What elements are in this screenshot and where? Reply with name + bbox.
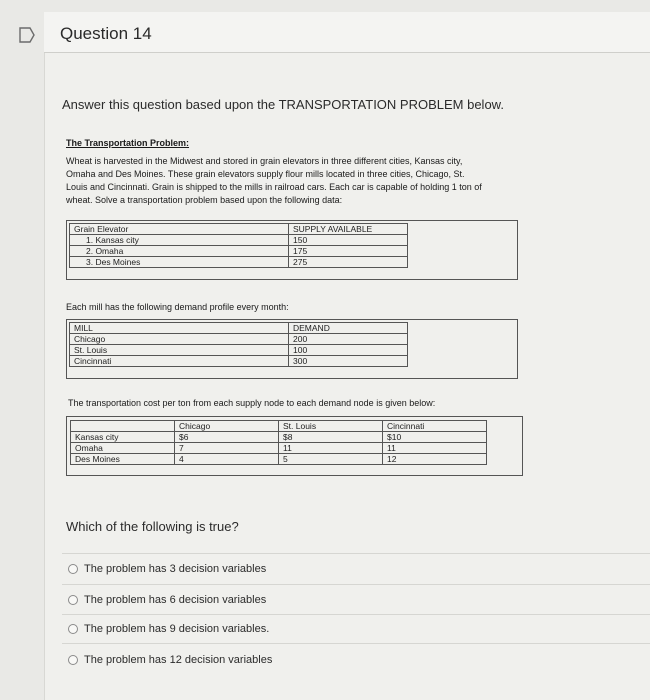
answer-option-3[interactable] xyxy=(68,623,269,635)
table-cell: 11 xyxy=(383,443,487,454)
table-cell: $6 xyxy=(175,432,279,443)
table-header-cell: Cincinnati xyxy=(383,421,487,432)
table-cell: 2. Omaha xyxy=(70,246,289,257)
radio-button-icon[interactable] xyxy=(68,595,78,605)
table-row xyxy=(71,432,487,443)
table-row xyxy=(70,257,408,268)
table-cell: Omaha xyxy=(71,443,175,454)
divider xyxy=(62,643,650,644)
table-cell: 100 xyxy=(289,345,408,356)
option-label: The problem has 12 decision variables xyxy=(84,654,273,666)
table-cell: 200 xyxy=(289,334,408,345)
problem-heading: The Transportation Problem: xyxy=(66,138,190,148)
answer-option-2[interactable] xyxy=(68,594,266,606)
cost-table xyxy=(70,420,487,465)
radio-button-icon[interactable] xyxy=(68,564,78,574)
question-intro: Answer this question based upon the TRANSPORTATION PROBLEM below. xyxy=(62,97,504,112)
table-cell: 1. Kansas city xyxy=(70,235,289,246)
table-cell: St. Louis xyxy=(70,345,289,356)
table-cell: $8 xyxy=(279,432,383,443)
table-cell: 5 xyxy=(279,454,383,465)
divider xyxy=(62,553,650,554)
table-header-cell: St. Louis xyxy=(279,421,383,432)
problem-line-2: Omaha and Des Moines. These grain elevators supply flour mills located in three cities, Chicago, St. xyxy=(66,169,465,179)
table-header-cell xyxy=(71,421,175,432)
table-cell: Chicago xyxy=(70,334,289,345)
table-row xyxy=(71,454,487,465)
table-header-cell: MILL xyxy=(70,323,289,334)
table-row xyxy=(70,246,408,257)
table-header-cell: DEMAND xyxy=(289,323,408,334)
answer-option-1[interactable] xyxy=(68,563,266,575)
question-prompt: Which of the following is true? xyxy=(66,519,239,534)
option-label: The problem has 3 decision variables xyxy=(84,563,267,575)
table-row xyxy=(70,235,408,246)
question-title: Question 14 xyxy=(60,24,152,43)
supply-table xyxy=(69,223,408,268)
problem-line-4: wheat. Solve a transportation problem based upon the following data: xyxy=(66,195,343,205)
table-header-cell: Grain Elevator xyxy=(70,224,289,235)
table-cell: 275 xyxy=(289,257,408,268)
option-label: The problem has 6 decision variables xyxy=(84,594,267,606)
table-row xyxy=(70,334,408,345)
answer-option-4[interactable] xyxy=(68,654,272,666)
table-row xyxy=(70,323,408,334)
divider xyxy=(62,584,650,585)
radio-button-icon[interactable] xyxy=(68,655,78,665)
table-cell: 175 xyxy=(289,246,408,257)
table-cell: 11 xyxy=(279,443,383,454)
demand-intro: Each mill has the following demand profile every month: xyxy=(66,302,289,312)
table-row xyxy=(70,345,408,356)
table-cell: Cincinnati xyxy=(70,356,289,367)
table-cell: Kansas city xyxy=(71,432,175,443)
flag-icon[interactable] xyxy=(18,27,36,43)
problem-line-3: Louis and Cincinnati. Grain is shipped to the mills in railroad cars. Each car is capable of holding 1 ton of xyxy=(66,182,482,192)
demand-table xyxy=(69,322,408,367)
radio-button-icon[interactable] xyxy=(68,624,78,634)
table-cell: 300 xyxy=(289,356,408,367)
table-cell: 150 xyxy=(289,235,408,246)
table-row xyxy=(71,443,487,454)
table-cell: 7 xyxy=(175,443,279,454)
table-cell: 12 xyxy=(383,454,487,465)
problem-line-1: Wheat is harvested in the Midwest and stored in grain elevators in three different cities, Kansas city, xyxy=(66,156,463,166)
divider xyxy=(62,614,650,615)
cost-intro: The transportation cost per ton from each supply node to each demand node is given below: xyxy=(68,398,436,408)
table-row xyxy=(71,421,487,432)
option-label: The problem has 9 decision variables. xyxy=(84,623,270,635)
table-row xyxy=(70,224,408,235)
problem-document xyxy=(58,128,528,488)
table-header-cell: Chicago xyxy=(175,421,279,432)
table-row xyxy=(70,356,408,367)
table-cell: $10 xyxy=(383,432,487,443)
table-cell: 4 xyxy=(175,454,279,465)
table-header-cell: SUPPLY AVAILABLE xyxy=(289,224,408,235)
table-cell: Des Moines xyxy=(71,454,175,465)
table-cell: 3. Des Moines xyxy=(70,257,289,268)
